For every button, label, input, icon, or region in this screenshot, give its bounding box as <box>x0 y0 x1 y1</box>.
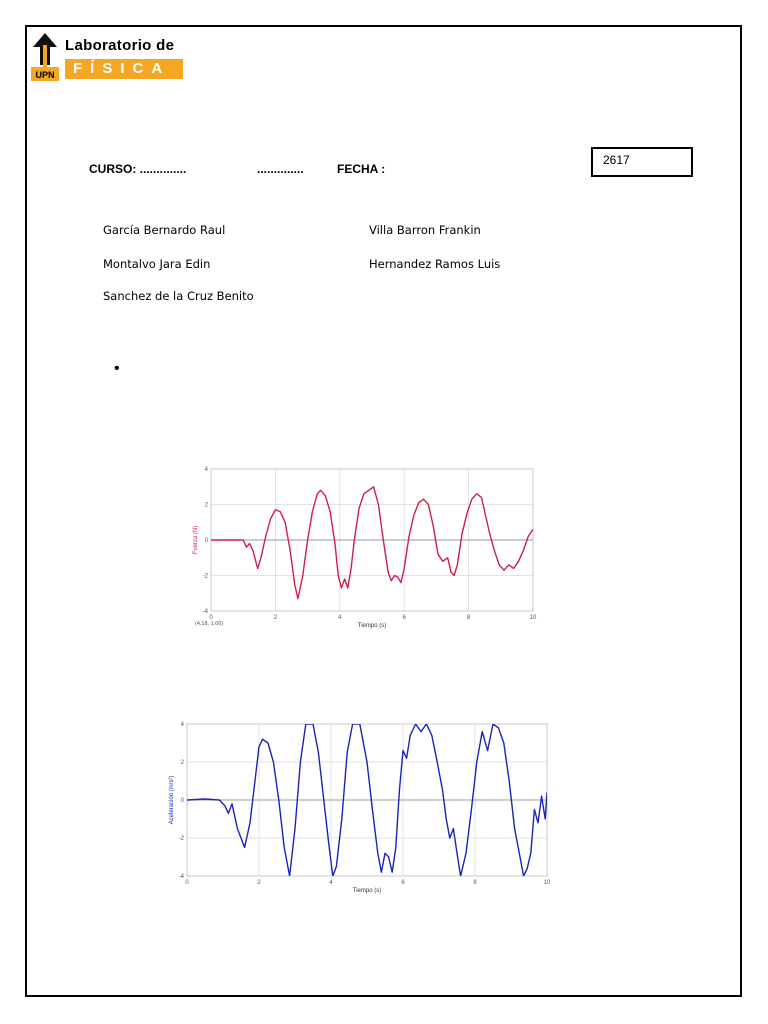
y-tick-label: 4 <box>180 722 184 728</box>
y-tick-label: 2 <box>204 502 208 509</box>
curso-dots: .............. <box>257 162 304 176</box>
bullet-point: • <box>114 360 120 377</box>
member-name: Villa Barron Frankin <box>369 223 481 237</box>
x-tick-label: 10 <box>543 880 551 886</box>
y-tick-label: -4 <box>178 874 184 880</box>
lab-logo <box>31 31 191 81</box>
x-tick-label: 6 <box>401 880 405 886</box>
y-tick-label: 0 <box>180 798 184 804</box>
y-tick-label: 0 <box>204 538 208 544</box>
y-tick-label: -2 <box>202 573 208 580</box>
logo-title: Laboratorio de <box>65 37 175 54</box>
x-tick-label: 4 <box>338 615 342 621</box>
y-tick-label: 2 <box>180 760 184 766</box>
x-tick-label: 0 <box>209 615 213 621</box>
y-tick-label: 4 <box>204 467 208 473</box>
x-tick-label: 8 <box>466 615 471 621</box>
x-tick-label: 4 <box>329 880 333 886</box>
x-tick-label: 2 <box>273 615 278 621</box>
member-name: García Bernardo Raul <box>103 223 226 237</box>
curso-label: CURSO: .............. <box>89 162 187 176</box>
y-axis-label: Fuerza (N) <box>193 525 199 555</box>
x-tick-label: 0 <box>185 880 189 886</box>
x-tick-label: 8 <box>473 880 477 886</box>
y-axis-label: Aceleración (m/s²) <box>169 775 175 825</box>
force-chart <box>183 464 543 634</box>
y-tick-label: -2 <box>178 836 184 842</box>
member-name: Hernandez Ramos Luis <box>369 257 501 271</box>
x-tick-label: 2 <box>257 880 261 886</box>
logo-subtitle: FÍSICA <box>65 59 183 79</box>
y-tick-label: -4 <box>202 609 208 615</box>
cursor-readout: (4.18, 1.66) <box>195 621 224 627</box>
document-page <box>25 25 742 997</box>
fecha-label: FECHA : <box>337 162 386 176</box>
member-name: Sanchez de la Cruz Benito <box>103 289 254 303</box>
acceleration-chart <box>159 719 555 903</box>
upn-arrow-logo <box>31 31 59 81</box>
x-axis-label: Tiempo (s) <box>352 888 382 894</box>
member-name: Montalvo Jara Edin <box>103 257 211 271</box>
logo-initials: UPN <box>35 70 55 80</box>
code-box: 2617 <box>591 147 693 177</box>
x-tick-label: 10 <box>529 615 537 621</box>
x-tick-label: 6 <box>402 615 406 621</box>
x-axis-label: Tiempo (s) <box>357 623 387 629</box>
